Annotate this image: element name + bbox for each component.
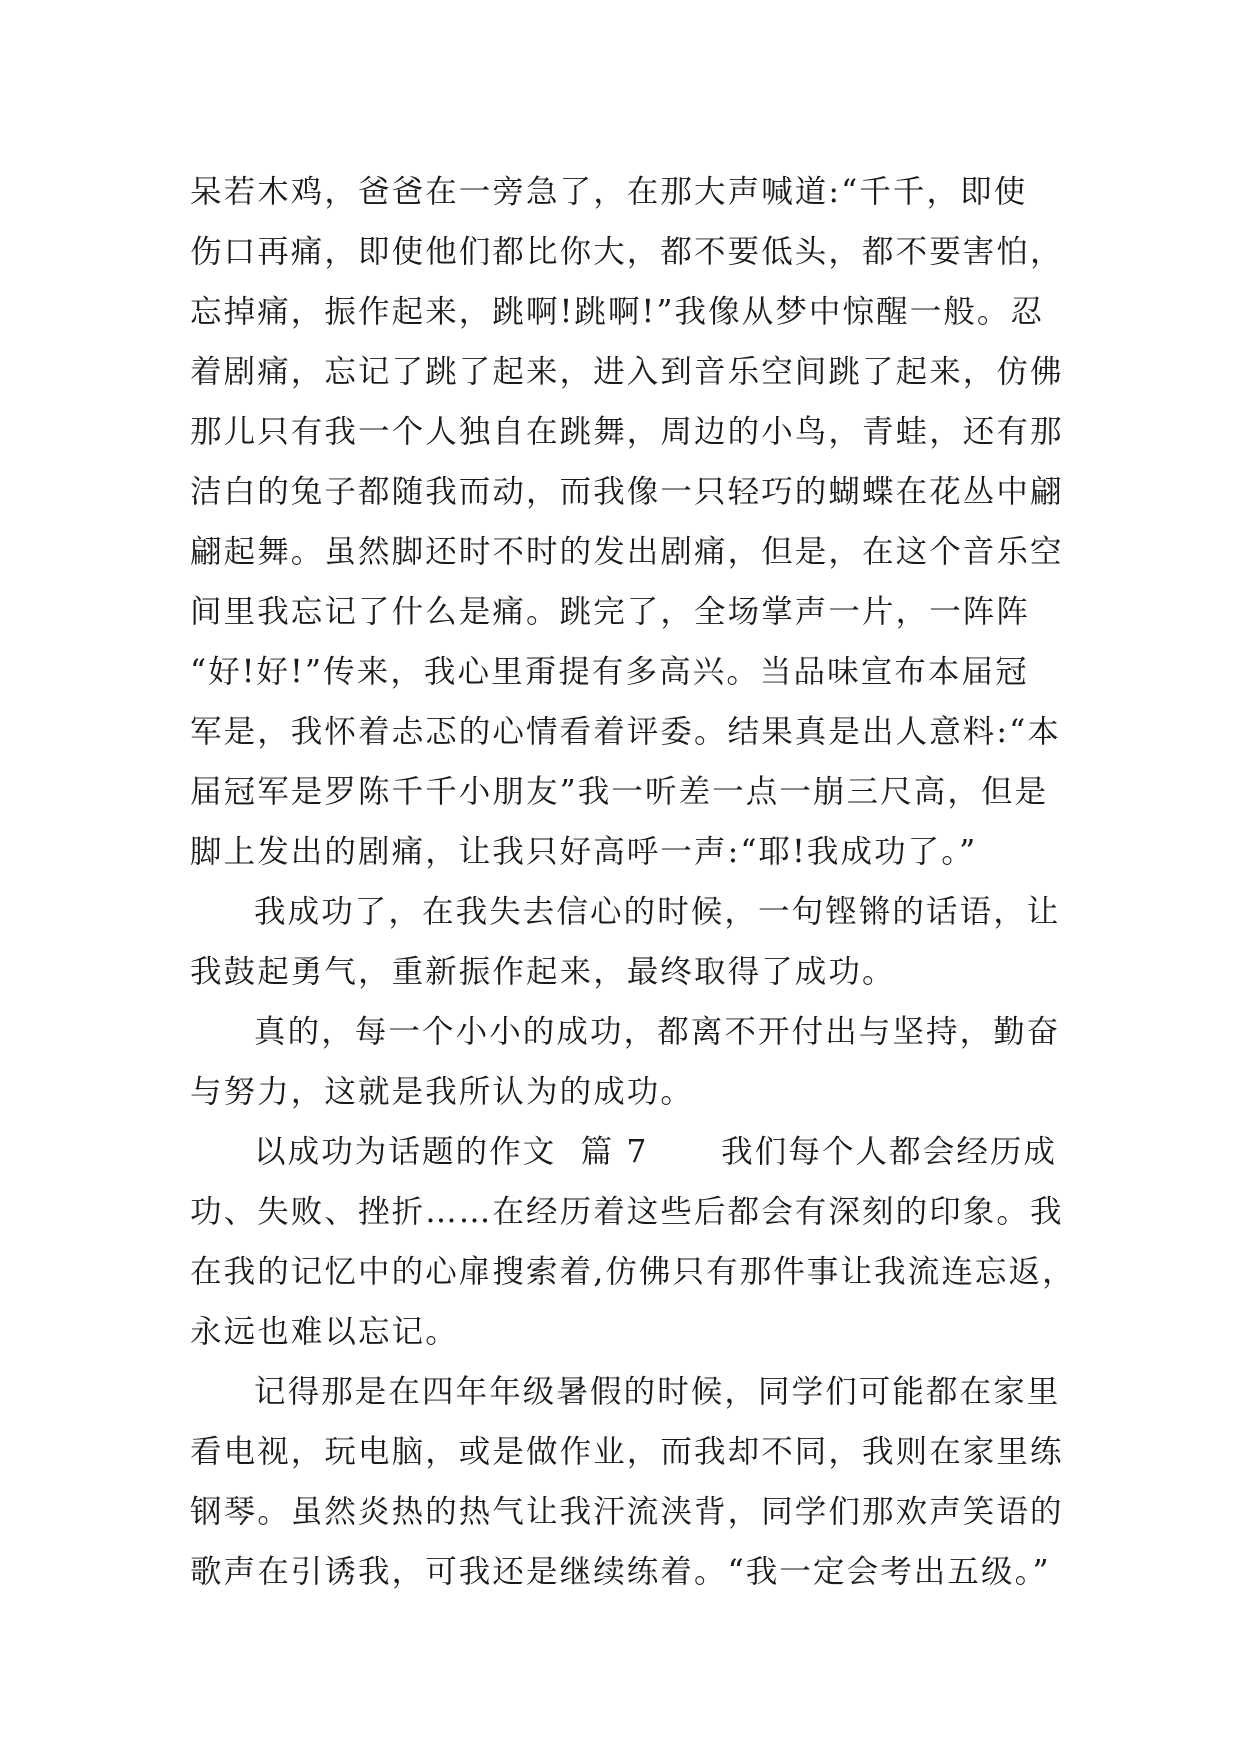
text-line: 以成功为话题的作文 篇 7 我们每个人都会经历成 bbox=[254, 1134, 1058, 1170]
text-line: 脚上发出的剧痛，让我只好高呼一声:“耶!我成功了。” bbox=[190, 834, 978, 870]
text-line: 翩起舞。虽然脚还时不时的发出剧痛，但是，在这个音乐空 bbox=[190, 534, 1064, 570]
text-line: 间里我忘记了什么是痛。跳完了，全场掌声一片，一阵阵 bbox=[190, 594, 1031, 630]
text-line: 伤口再痛，即使他们都比你大，都不要低头，都不要害怕， bbox=[190, 234, 1064, 270]
text-line: 歌声在引诱我，可我还是继续练着。“我一定会考出五级。” bbox=[190, 1554, 1051, 1590]
text-line: 与努力，这就是我所认为的成功。 bbox=[190, 1074, 695, 1110]
text-line: 我成功了，在我失去信心的时候，一句铿锵的话语，让 bbox=[254, 894, 1061, 930]
text-line: 呆若木鸡，爸爸在一旁急了，在那大声喊道:“千千，即使 bbox=[190, 174, 1028, 210]
text-line: 真的，每一个小小的成功，都离不开付出与坚持，勤奋 bbox=[254, 1014, 1061, 1050]
text-line: 着剧痛，忘记了跳了起来，进入到音乐空间跳了起来，仿佛 bbox=[190, 354, 1064, 390]
text-line: 看电视，玩电脑，或是做作业，而我却不同，我则在家里练 bbox=[190, 1434, 1064, 1470]
text-line: 洁白的兔子都随我而动，而我像一只轻巧的蝴蝶在花丛中翩 bbox=[190, 474, 1064, 510]
text-line: 那儿只有我一个人独自在跳舞，周边的小鸟，青蛙，还有那 bbox=[190, 414, 1064, 450]
body-text bbox=[190, 162, 1076, 1602]
text-line: 在我的记忆中的心扉搜索着,仿佛只有那件事让我流连忘返， bbox=[190, 1254, 1076, 1290]
text-line: 届冠军是罗陈千千小朋友”我一听差一点一崩三尺高，但是 bbox=[190, 774, 1049, 810]
text-line: 军是，我怀着忐忑的心情看着评委。结果真是出人意料:“本 bbox=[190, 714, 1061, 750]
text-line: “好!好!”传来，我心里甭提有多高兴。当品味宣布本届冠 bbox=[190, 654, 1029, 690]
text-line: 我鼓起勇气，重新振作起来，最终取得了成功。 bbox=[190, 954, 896, 990]
text-line: 钢琴。虽然炎热的热气让我汗流浃背，同学们那欢声笑语的 bbox=[190, 1494, 1064, 1530]
text-line: 永远也难以忘记。 bbox=[190, 1314, 459, 1350]
text-line: 忘掉痛，振作起来，跳啊!跳啊!”我像从梦中惊醒一般。忍 bbox=[190, 294, 1045, 330]
text-line: 记得那是在四年年级暑假的时候，同学们可能都在家里 bbox=[254, 1374, 1061, 1410]
text-line: 功、失败、挫折……在经历着这些后都会有深刻的印象。我 bbox=[190, 1194, 1064, 1230]
